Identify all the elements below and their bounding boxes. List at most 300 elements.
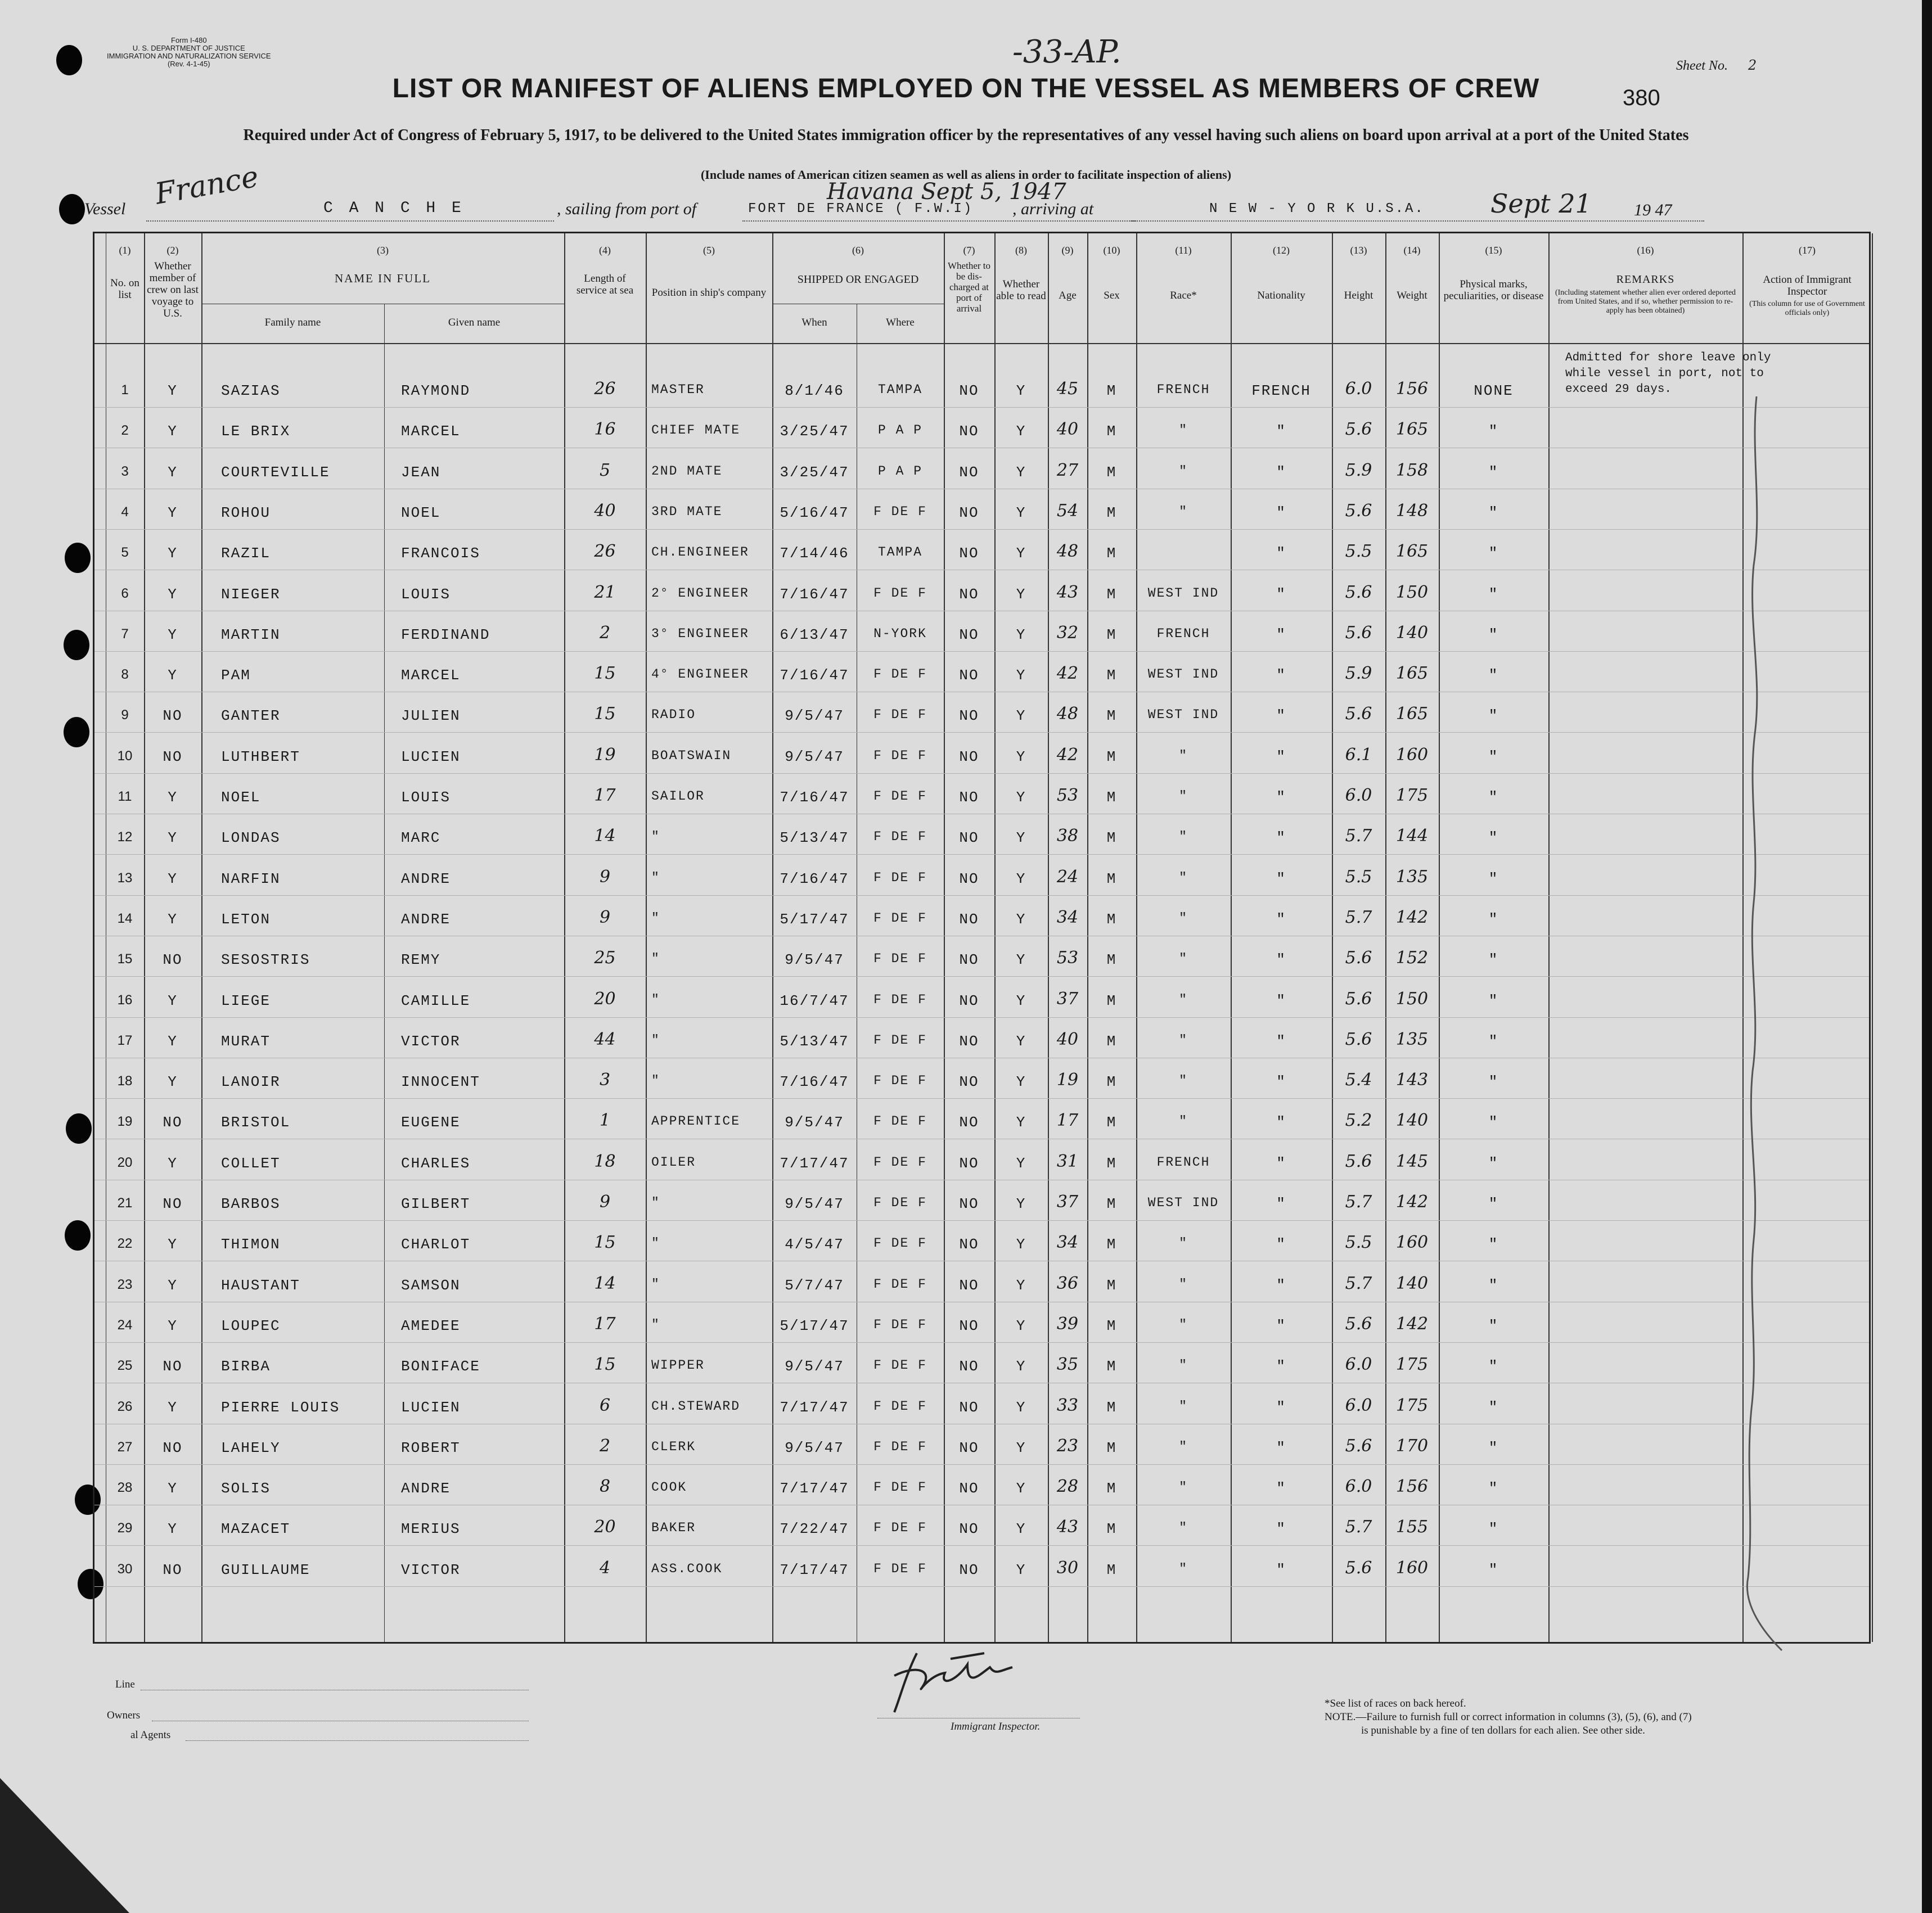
cell-marks: " [1488,1155,1499,1172]
cell-nationality: " [1276,1155,1286,1172]
cell-where: F DE F [873,748,927,763]
cell-family-name: GANTER [221,707,281,724]
cell-family-name: MURAT [221,1033,271,1050]
cell-marks: " [1488,545,1499,562]
cell-last-voyage: NO [163,1358,183,1375]
col-rule [772,233,773,1642]
punch-hole [66,1113,92,1144]
cell-when: 5/7/47 [785,1277,844,1294]
cell-last-voyage: Y [168,870,178,887]
col-rule [384,304,385,1642]
cell-height: 6.0 [1345,1477,1372,1496]
cell-last-voyage: NO [163,951,183,968]
cell-service: 8 [599,1477,611,1496]
cell-when: 5/16/47 [780,504,849,521]
cell-service: 2 [599,623,611,643]
cell-where: F DE F [873,504,927,519]
cell-weight: 145 [1395,1152,1429,1171]
cell-weight: 150 [1395,583,1429,602]
cell-discharged: NO [959,504,979,521]
head-race: Race* [1170,290,1197,301]
cell-given-name: CHARLES [401,1155,471,1172]
col-number: (17) [1799,245,1816,256]
cell-height: 5.7 [1345,908,1372,927]
cell-race: " [1179,1114,1188,1129]
cell-service: 1 [599,1111,611,1130]
cell-family-name: LAHELY [221,1440,281,1456]
row-rule [94,1098,1869,1099]
cell-service: 26 [594,379,616,399]
cell-where: P A P [877,423,922,437]
cell-discharged: NO [959,789,979,806]
cell-nationality: " [1276,1073,1286,1090]
cell-age: 28 [1056,1477,1079,1496]
cell-age: 36 [1056,1274,1079,1293]
cell-nationality: " [1276,1480,1286,1497]
cell-family-name: SAZIAS [221,382,281,399]
cell-race: " [1179,1521,1188,1535]
cell-height: 5.2 [1345,1111,1372,1130]
col-rule [1872,233,1873,1642]
cell-weight: 144 [1395,826,1429,846]
cell-discharged: NO [959,748,979,765]
cell-where: F DE F [873,707,927,722]
cell-nationality: " [1276,1236,1286,1253]
cell-read: Y [1016,464,1026,481]
cell-last-voyage: NO [163,1440,183,1456]
cell-family-name: LOUPEC [221,1318,281,1334]
cell-weight: 156 [1395,379,1429,399]
cell-service: 14 [594,1274,616,1293]
cell-family-name: LIEGE [221,992,271,1009]
header-rule [94,343,1869,344]
cell-age: 45 [1056,379,1079,399]
cell-no: 4 [121,504,129,520]
cell-when: 7/16/47 [780,870,849,887]
cell-read: Y [1016,423,1026,440]
cell-where: F DE F [873,1236,927,1251]
cell-last-voyage: Y [168,1399,178,1416]
cell-no: 5 [121,545,129,560]
form-number: Form I-480 [171,36,207,44]
cell-sex: M [1106,1521,1117,1537]
cell-weight: 135 [1395,1030,1429,1049]
form-info [107,37,271,68]
folded-corner [0,1778,129,1913]
cell-where: TAMPA [877,382,922,397]
cell-position: CH.ENGINEER [651,545,749,560]
cell-sex: M [1106,1033,1117,1050]
cell-height: 5.5 [1345,867,1372,887]
cell-read: Y [1016,707,1026,724]
cell-read: Y [1016,1114,1026,1131]
cell-race: " [1179,911,1188,926]
cell-given-name: MERIUS [401,1521,461,1537]
cell-given-name: MARCEL [401,667,461,684]
cell-last-voyage: Y [168,1155,178,1172]
col-rule [994,233,996,1642]
cell-race: " [1179,1480,1188,1495]
punch-hole [64,630,89,660]
margin-handwriting: France [152,160,262,211]
punch-hole [65,1220,91,1251]
cell-position: RADIO [651,707,696,722]
cell-weight: 142 [1395,908,1429,927]
cell-no: 1 [121,382,129,398]
cell-last-voyage: Y [168,464,178,481]
col-rule [944,233,945,1642]
cell-nationality: " [1276,1277,1286,1294]
cell-age: 31 [1056,1152,1079,1171]
subtitle: Required under Act of Congress of February 5, 1917, to be delivered to the United States immigration officer by the representatives of any vessel having such aliens on board upon arrival at a port of the United States [243,127,1689,144]
cell-position: " [651,1277,660,1292]
cell-position: " [651,870,660,885]
cell-age: 33 [1056,1396,1079,1415]
cell-discharged: NO [959,1440,979,1456]
cell-race: " [1179,1033,1188,1048]
col-number: (9) [1061,245,1074,256]
head-given-name: Given name [448,317,501,328]
col-rule [1332,233,1333,1642]
col-rule [144,233,145,1642]
cell-service: 9 [599,867,611,887]
vessel-underline [146,220,554,222]
cell-read: Y [1016,789,1026,806]
top-handwriting: -33-AP. [1012,34,1122,70]
cell-marks: " [1488,1114,1499,1131]
cell-sex: M [1106,951,1117,968]
head-weight: Weight [1397,290,1427,301]
cell-service: 3 [599,1070,611,1090]
cell-family-name: THIMON [221,1236,281,1253]
cell-given-name: BONIFACE [401,1358,480,1375]
cell-given-name: FRANCOIS [401,545,480,562]
cell-age: 30 [1056,1558,1079,1578]
arriving-port: N E W - Y O R K U.S.A. [1209,201,1425,216]
cell-nationality: " [1276,504,1286,521]
head-when: When [801,317,827,328]
cell-family-name: BRISTOL [221,1114,291,1131]
head-length-service: Length of service at sea [576,273,634,296]
cell-no: 21 [117,1195,133,1211]
cell-race: FRENCH [1156,626,1210,641]
cell-read: Y [1016,870,1026,887]
cell-position: " [651,829,660,844]
cell-race: " [1179,1073,1188,1088]
cell-race: " [1179,789,1188,804]
cell-height: 5.6 [1345,1436,1372,1456]
cell-last-voyage: NO [163,748,183,765]
cell-height: 5.9 [1345,461,1372,480]
row-rule [94,1017,1869,1018]
inspector-label: Immigrant Inspector. [951,1721,1041,1732]
cell-discharged: NO [959,1562,979,1578]
cell-no: 30 [117,1562,133,1577]
cell-last-voyage: Y [168,545,178,562]
cell-nationality: " [1276,1318,1286,1334]
remarks-ditto-line [1709,396,1787,1656]
cell-last-voyage: NO [163,707,183,724]
cell-when: 5/13/47 [780,1033,849,1050]
cell-age: 42 [1056,745,1079,765]
cell-weight: 175 [1395,1396,1429,1415]
cell-no: 14 [117,911,133,926]
cell-weight: 165 [1395,419,1429,439]
cell-position: " [651,1236,660,1251]
cell-nationality: " [1276,1195,1286,1212]
col-number: (14) [1403,245,1421,256]
cell-position: 2ND MATE [651,464,723,479]
cell-given-name: ROBERT [401,1440,461,1456]
arriving-date: Sept 21 [1490,188,1592,219]
cell-age: 48 [1056,704,1079,724]
cell-marks: " [1488,504,1499,521]
cell-race: " [1179,1236,1188,1251]
cell-family-name: LE BRIX [221,423,291,440]
cell-race: WEST IND [1147,707,1219,722]
cell-weight: 175 [1395,786,1429,805]
cell-where: F DE F [873,1358,927,1373]
cell-marks: " [1488,1399,1499,1416]
head-last-voyage: Whether member of crew on last voyage to U.S. [147,260,199,319]
cell-race: WEST IND [1147,1195,1219,1210]
cell-last-voyage: Y [168,586,178,603]
cell-race: " [1179,1318,1188,1332]
cell-where: F DE F [873,1277,927,1292]
cell-given-name: JULIEN [401,707,461,724]
cell-height: 5.6 [1345,989,1372,1009]
cell-discharged: NO [959,992,979,1009]
cell-when: 9/5/47 [785,1114,844,1131]
cell-nationality: FRENCH [1251,382,1311,399]
cell-service: 5 [599,461,611,480]
cell-age: 37 [1056,1192,1079,1212]
cell-family-name: BIRBA [221,1358,271,1375]
cell-read: Y [1016,1358,1026,1375]
cell-family-name: RAZIL [221,545,271,562]
head-height: Height [1344,290,1373,301]
col-rule [1439,233,1440,1642]
scan-edge [1922,0,1932,1913]
cell-position: BAKER [651,1521,696,1535]
cell-when: 8/1/46 [785,382,844,399]
punch-hole [65,543,91,573]
cell-read: Y [1016,504,1026,521]
cell-marks: " [1488,951,1499,968]
cell-race: " [1179,748,1188,763]
row-rule [94,1220,1869,1221]
cell-age: 43 [1056,1517,1079,1537]
cell-when: 7/17/47 [780,1155,849,1172]
row-rule [94,976,1869,977]
cell-no: 16 [117,992,133,1008]
cell-no: 27 [117,1440,133,1455]
cell-read: Y [1016,1236,1026,1253]
cell-nationality: " [1276,951,1286,968]
cell-race: " [1179,1562,1188,1576]
cell-marks: NONE [1474,382,1514,399]
cell-service: 21 [594,583,616,602]
cell-discharged: NO [959,1399,979,1416]
cell-no: 17 [117,1033,133,1048]
cell-where: F DE F [873,1195,927,1210]
cell-when: 5/13/47 [780,829,849,846]
cell-discharged: NO [959,1155,979,1172]
cell-family-name: PAM [221,667,251,684]
cell-when: 7/16/47 [780,667,849,684]
col-number: (11) [1175,245,1192,256]
head-action-note: (This column for use of Government officials only) [1749,300,1865,317]
cell-when: 9/5/47 [785,1440,844,1456]
cell-sex: M [1106,1277,1117,1294]
cell-last-voyage: Y [168,1521,178,1537]
form-revision: (Rev. 4-1-45) [167,60,210,68]
cell-given-name: CHARLOT [401,1236,471,1253]
head-discharged: Whether to be dis-charged at port of arrival [948,260,990,314]
cell-given-name: SAMSON [401,1277,461,1294]
cell-read: Y [1016,1277,1026,1294]
cell-when: 7/14/46 [780,545,849,562]
sheet-number-field [1676,57,1757,74]
cell-when: 9/5/47 [785,1195,844,1212]
col-number: (15) [1485,245,1502,256]
cell-race: WEST IND [1147,586,1219,601]
cell-height: 5.7 [1345,826,1372,846]
cell-no: 22 [117,1236,133,1251]
cell-sex: M [1106,707,1117,724]
cell-height: 5.6 [1345,419,1372,439]
cell-when: 7/17/47 [780,1399,849,1416]
cell-sex: M [1106,504,1117,521]
cell-last-voyage: Y [168,1033,178,1050]
cell-position: ASS.COOK [651,1562,723,1576]
cell-read: Y [1016,1318,1026,1334]
col-number: (3) [377,245,389,256]
cell-discharged: NO [959,382,979,399]
cell-family-name: MARTIN [221,626,281,643]
cell-marks: " [1488,464,1499,481]
cell-where: F DE F [873,1073,927,1088]
cell-nationality: " [1276,748,1286,765]
cell-height: 5.6 [1345,704,1372,724]
cell-weight: 155 [1395,1517,1429,1537]
cell-nationality: " [1276,1358,1286,1375]
cell-where: F DE F [873,1521,927,1535]
cell-service: 4 [599,1558,611,1578]
sailing-label: , sailing from port of [557,200,697,218]
cell-where: F DE F [873,1480,927,1495]
head-name-in-full: NAME IN FULL [335,272,431,285]
cell-family-name: LANOIR [221,1073,281,1090]
cell-age: 40 [1056,419,1079,439]
arriving-year: 19 47 [1634,201,1672,219]
cell-age: 35 [1056,1355,1079,1374]
cell-nationality: " [1276,911,1286,928]
cell-where: F DE F [873,1562,927,1576]
cell-nationality: " [1276,423,1286,440]
sailing-port: FORT DE FRANCE ( F.W.I) [748,201,974,216]
sheet-stamp: 380 [1623,85,1660,110]
cell-read: Y [1016,992,1026,1009]
cell-height: 5.6 [1345,1314,1372,1334]
owners-label: Owners [107,1709,141,1721]
cell-given-name: MARCEL [401,423,461,440]
cell-height: 5.6 [1345,1030,1372,1049]
col-rule [646,233,647,1642]
cell-read: Y [1016,1399,1026,1416]
cell-weight: 140 [1395,623,1429,643]
cell-position: CH.STEWARD [651,1399,741,1414]
cell-service: 19 [594,745,616,765]
cell-read: Y [1016,911,1026,928]
cell-age: 39 [1056,1314,1079,1334]
cell-family-name: ROHOU [221,504,271,521]
cell-race: " [1179,870,1188,885]
cell-position: 2° ENGINEER [651,586,749,601]
cell-no: 24 [117,1318,133,1333]
cell-height: 6.0 [1345,379,1372,399]
cell-age: 40 [1056,1030,1079,1049]
cell-age: 24 [1056,867,1079,887]
cell-discharged: NO [959,545,979,562]
cell-nationality: " [1276,545,1286,562]
cell-position: " [651,1318,660,1332]
cell-weight: 143 [1395,1070,1429,1090]
cell-read: Y [1016,1073,1026,1090]
cell-where: F DE F [873,870,927,885]
cell-sex: M [1106,626,1117,643]
service-name: IMMIGRATION AND NATURALIZATION SERVICE [107,52,271,60]
cell-height: 5.6 [1345,1152,1372,1171]
cell-service: 9 [599,908,611,927]
cell-discharged: NO [959,1358,979,1375]
cell-last-voyage: Y [168,911,178,928]
cell-discharged: NO [959,423,979,440]
cell-nationality: " [1276,707,1286,724]
cell-height: 6.1 [1345,745,1372,765]
row-rule [94,1342,1869,1343]
vessel-label: Vessel [84,200,126,218]
cell-position: 4° ENGINEER [651,667,749,682]
cell-family-name: HAUSTANT [221,1277,300,1294]
cell-discharged: NO [959,1277,979,1294]
cell-when: 7/17/47 [780,1562,849,1578]
cell-no: 10 [117,748,133,764]
cell-nationality: " [1276,1562,1286,1578]
arriving-underline [1131,220,1704,222]
cell-nationality: " [1276,789,1286,806]
cell-read: Y [1016,1195,1026,1212]
col-number: (4) [599,245,611,256]
cell-height: 5.6 [1345,948,1372,968]
cell-weight: 150 [1395,989,1429,1009]
cell-marks: " [1488,1521,1499,1537]
cell-weight: 160 [1395,1558,1429,1578]
sailing-handwriting: Havana Sept 5, 1947 [827,179,1066,205]
cell-no: 25 [117,1358,133,1373]
cell-age: 38 [1056,826,1079,846]
cell-marks: " [1488,911,1499,928]
cell-no: 9 [121,707,129,723]
cell-read: Y [1016,382,1026,399]
cell-marks: " [1488,992,1499,1009]
cell-where: F DE F [873,667,927,682]
cell-weight: 165 [1395,704,1429,724]
head-sex: Sex [1104,290,1120,301]
cell-position: " [651,1195,660,1210]
cell-marks: " [1488,1562,1499,1578]
cell-position: 3° ENGINEER [651,626,749,641]
